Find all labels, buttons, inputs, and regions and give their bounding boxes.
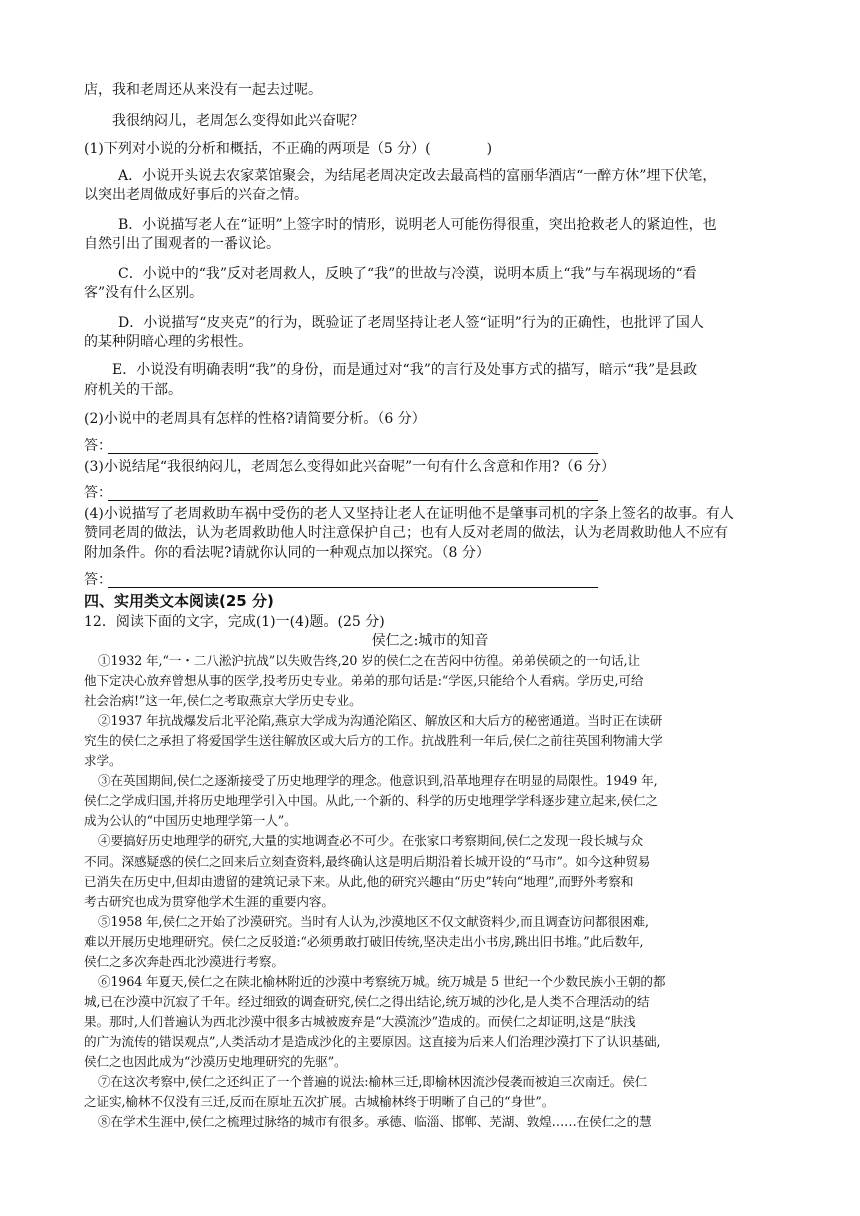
option-a-line2: 以突出老周做成好事后的兴奋之情。 [84,187,308,203]
paragraph-6-line-1: ⑥1964 年夏天,侯仁之在陕北榆林附近的沙漠中考察统万城。统万城是 5 世纪一个少数民族小王朝的都 [98,973,666,989]
paragraph-2-line-1: ②1937 年抗战爆发后北平沦陷,燕京大学成为沟通沦陷区、解放区和大后方的秘密通道。当时正在读研 [98,713,663,729]
answer-label: 答： [84,438,112,454]
option-b-line2: 自然引出了围观者的一番议论。 [84,236,280,252]
paragraph-2-line-3: 求学。 [84,753,122,769]
paragraph-5-line-1: ⑤1958 年,侯仁之开始了沙漠研究。当时有人认为,沙漠地区不仅文献资料少,而且调查访问都很困难, [98,913,649,929]
answer-label: 答： [84,485,112,501]
section-heading: 四、实用类文本阅读(25 分) [84,593,274,610]
option-d-line1: D．小说描写“皮夹克”的行为，既验证了老周坚持让老人签“证明”行为的正确性，也批评了国人 [118,315,704,331]
paragraph-4-line-4: 考古研究也成为贯穿他学术生涯的重要内容。 [84,893,334,909]
paragraph-2-line-2: 究生的侯仁之承担了将爱国学生送往解放区或大后方的工作。抗战胜利一年后,侯仁之前往英国利物浦大学 [84,733,663,749]
question-4-line3: 附加条件。你的看法呢?请就你认同的一种观点加以探究。（8 分） [84,545,490,561]
paragraph-8-line-1: ⑧在学术生涯中,侯仁之梳理过脉络的城市有很多。承德、临淄、邯郸、芜湖、敦煌……在侯仁之的慧 [98,1114,652,1130]
paragraph-3-line-3: 成为公认的“中国历史地理学第一人”。 [84,813,297,829]
question-3-stem: (3)小说结尾“我很纳闷儿，老周怎么变得如此兴奋呢”一句有什么含意和作用?（6 分） [84,459,616,475]
paragraph-5-line-3: 侯仁之多次奔赴西北沙漠进行考察。 [84,953,284,969]
paragraph-6-line-4: 的广为流传的错误观点”,人类活动才是造成沙化的主要原因。这直接为后来人们治理沙漠打下了认识基础, [84,1033,661,1049]
paragraph-7-line-2: 之证实,榆林不仅没有三迁,反而在原址五次扩展。古城榆林终于明晰了自己的“身世”。 [84,1094,555,1110]
answer-label: 答： [84,572,112,588]
option-d-line2: 的某种阴暗心理的劣根性。 [84,334,252,350]
option-e-line1: E．小说没有明确表明“我”的身份，而是通过对“我”的言行及处事方式的描写，暗示“我”是县政 [112,362,698,378]
article-title: 侯仁之:城市的知音 [371,633,489,649]
question-4-line1: (4)小说描写了老周救助车祸中受伤的老人又坚持让老人在证明他不是肇事司机的字条上签名的故事。有人 [84,506,734,522]
question-4-line2: 赞同老周的做法，认为老周救助他人时注意保护自己；也有人反对老周的做法，认为老周救助他人不应有 [84,525,728,541]
option-c-line1: C．小说中的“我”反对老周救人，反映了“我”的世故与冷漠，说明本质上“我”与车祸现场的“看 [118,266,697,282]
paragraph-6-line-3: 果。那时,人们普遍认为西北沙漠中很多古城被废弃是“大漠流沙”造成的。而侯仁之却证明,这是“肤浅 [84,1013,636,1029]
paragraph-1-line-2: 他下定决心放弃曾想从事的医学,投考历史专业。弟弟的那句话是:“学医,只能给个人看病。学历史,可给 [84,673,644,689]
paragraph-5-line-2: 难以开展历史地理研究。侯仁之反驳道:“必须勇敢打破旧传统,坚决走出小书房,跳出旧书堆。”此后数年, [84,933,644,949]
option-b-line1: B．小说描写老人在“证明”上签字时的情形，说明老人可能伤得很重，突出抢救老人的紧迫性，也 [118,217,717,233]
paragraph-4-line-3: 已消失在历史中,但却由遗留的建筑记录下来。从此,他的研究兴趣由“历史”转向“地理”,而野外考察和 [84,873,634,889]
paragraph-6-line-2: 城,已在沙漠中沉寂了千年。经过细致的调查研究,侯仁之得出结论,统万城的沙化,是人类不合理活动的结 [84,993,650,1009]
answer-line[interactable] [108,453,598,454]
option-c-line2: 客”没有什么区别。 [84,285,204,301]
paragraph-3-line-2: 侯仁之学成归国,并将历史地理学引入中国。从此,一个新的、科学的历史地理学学科逐步建立起来,侯仁之 [84,793,658,809]
paragraph-1-line-3: 社会治病!”这一年,侯仁之考取燕京大学历史专业。 [84,693,362,709]
question-1-stem: (1)下列对小说的分析和概括，不正确的两项是（5 分）( ) [84,141,493,157]
option-e-line2: 府机关的干部。 [84,382,182,398]
answer-line[interactable] [108,587,598,588]
paragraph-4-line-2: 不同。深感疑惑的侯仁之回来后立刻查资料,最终确认这是明后期沿着长城开设的“马市”。如今这种贸易 [84,853,651,869]
paragraph-3-line-1: ③在英国期间,侯仁之逐渐接受了历史地理学的理念。他意识到,沿革地理存在明显的局限性。1949 年, [98,773,658,789]
paragraph-1-line-1: ①1932 年,“一・二八淞沪抗战”以失败告终,20 岁的侯仁之在苦闷中彷徨。弟弟侯硕之的一句话,让 [98,653,640,668]
paragraph-7-line-1: ⑦在这次考察中,侯仁之还纠正了一个普遍的说法:榆林三迁,即榆林因流沙侵袭而被迫三次南迁。侯仁 [98,1074,648,1090]
question-2-stem: (2)小说中的老周具有怎样的性格?请简要分析。（6 分） [84,411,426,427]
text-line: 我很纳闷儿，老周怎么变得如此兴奋呢？ [112,113,364,129]
option-a-line1: A．小说开头说去农家菜馆聚会，为结尾老周决定改去最高档的富丽华酒店“一醉方休”埋下伏笔， [118,168,717,184]
question-12-stem: 12．阅读下面的文字，完成(1)一(4)题。(25 分) [84,614,385,630]
text-line: 店，我和老周还从来没有一起去过呢。 [84,82,322,98]
answer-line[interactable] [108,500,598,501]
paragraph-4-line-1: ④要搞好历史地理学的研究,大量的实地调查必不可少。在张家口考察期间,侯仁之发现一段长城与众 [98,833,644,849]
paragraph-6-line-5: 侯仁之也因此成为“沙漠历史地理研究的先驱”。 [84,1054,347,1069]
